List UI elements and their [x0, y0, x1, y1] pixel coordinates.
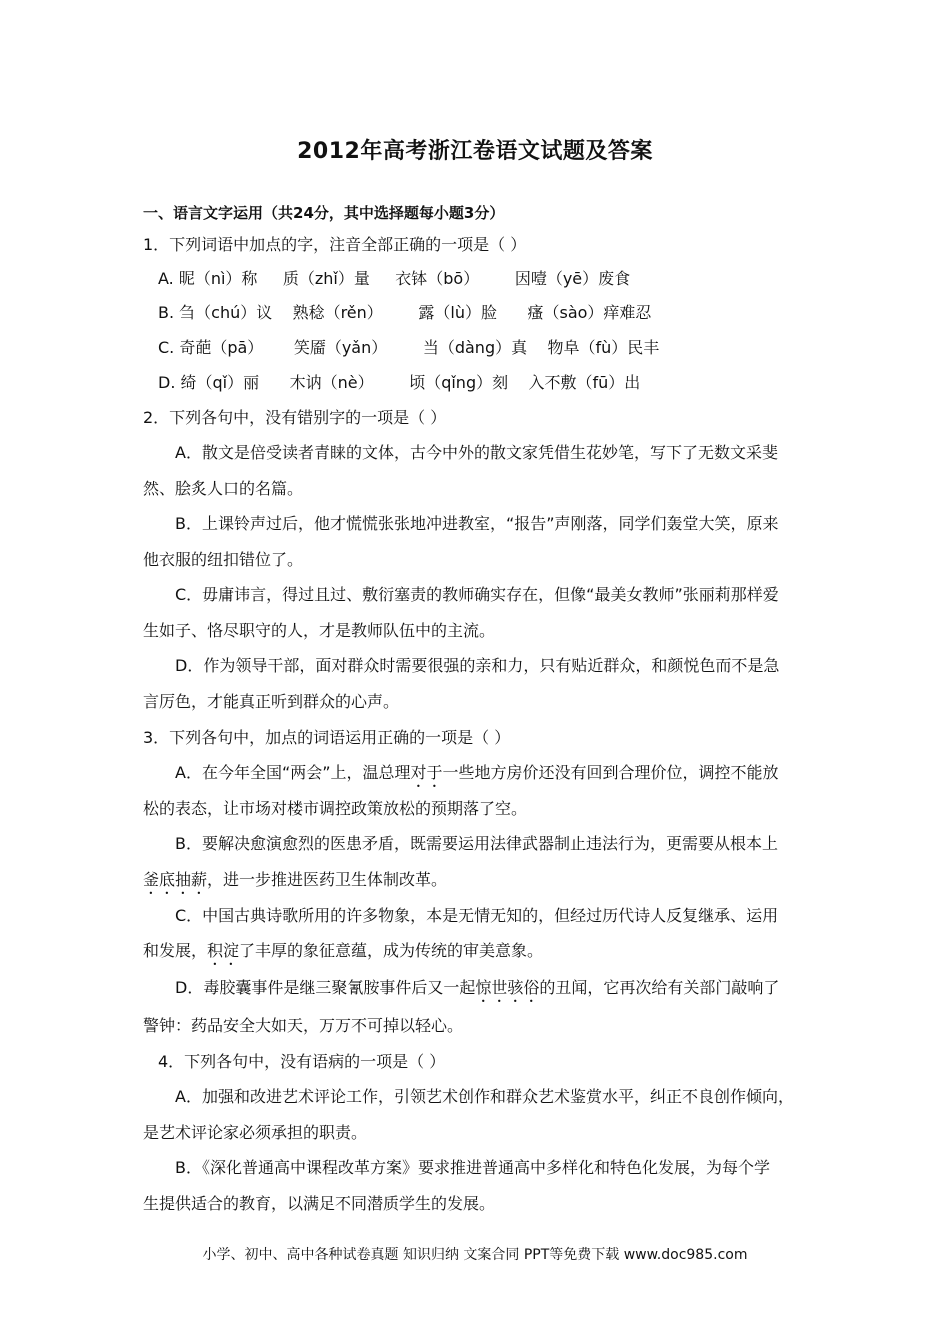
text-segment: ，进一步推进医药卫生体制改革。 [207, 870, 448, 889]
question-4-option-a-line2: 是艺术评论家必须承担的职责。 [143, 1123, 368, 1142]
emphasized-term: 惊世骇俗 [475, 978, 540, 997]
question-1-option-d: D. 绮（qǐ）丽 木讷（nè） 顷（qǐng）刻 入不敷（fū）出 [158, 373, 641, 392]
question-3-option-a-line1 [175, 762, 779, 791]
question-2-option-a-line2: 然、脍炙人口的名篇。 [143, 479, 304, 498]
question-2-option-b-line1: B．上课铃声过后，他才慌慌张张地冲进教室，“报告”声刚落，同学们轰堂大笑，原来 [175, 514, 779, 533]
text-segment: 的丑闻，它再次给有关部门敲响了 [539, 978, 780, 997]
question-3-stem: 3．下列各句中，加点的词语运用正确的一项是（ ） [143, 728, 511, 747]
question-1-stem: 1．下列词语中加点的字，注音全部正确的一项是（ ） [143, 235, 527, 254]
question-4-option-b-line2: 生提供适合的教育，以满足不同潜质学生的发展。 [143, 1194, 496, 1213]
question-2-stem: 2．下列各句中，没有错别字的一项是（ ） [143, 408, 447, 427]
question-1-option-c: C. 奇葩（pā） 笑靥（yǎn） 当（dàng）真 物阜（fù）民丰 [158, 338, 660, 357]
question-3-option-b-line2 [143, 869, 447, 898]
page-title: 2012年高考浙江卷语文试题及答案 [297, 139, 653, 164]
section-heading: 一、语言文字运用（共24分，其中选择题每小题3分） [143, 204, 505, 222]
question-3-option-c-line2 [143, 940, 543, 969]
question-4-option-a-line1: A．加强和改进艺术评论工作，引领艺术创作和群众艺术鉴赏水平，纠正不良创作倾向， [175, 1087, 794, 1106]
question-3-option-b-line1: B．要解决愈演愈烈的医患矛盾，既需要运用法律武器制止违法行为，更需要从根本上 [175, 834, 778, 853]
text-segment: 了丰厚的象征意蕴，成为传统的审美意象。 [239, 941, 544, 960]
question-3-option-c-line1: C．中国古典诗歌所用的许多物象，本是无情无知的，但经过历代诗人反复继承、运用 [175, 906, 779, 925]
question-2-option-b-line2: 他衣服的纽扣错位了。 [143, 550, 304, 569]
question-2-option-a-line1: A．散文是倍受读者青睐的文体，古今中外的散文家凭借生花妙笔，写下了无数文采斐 [175, 443, 778, 462]
emphasized-term: 釜底抽薪 [143, 870, 208, 889]
page-footer: 小学、初中、高中各种试卷真题 知识归纳 文案合同 PPT等免费下载 www.doc985.com [202, 1247, 748, 1263]
question-3-option-a-line2: 松的表态，让市场对楼市调控政策放松的预期落了空。 [143, 799, 528, 818]
question-2-option-c-line1: C．毋庸讳言，得过且过、敷衍塞责的教师确实存在，但像“最美女教师”张丽莉那样爱 [175, 585, 779, 604]
question-2-option-d-line1: D．作为领导干部，面对群众时需要很强的亲和力，只有贴近群众，和颜悦色而不是急 [175, 656, 780, 675]
emphasized-term: 积淀 [207, 941, 240, 960]
text-segment: 一些地方房价还没有回到合理价位，调控不能放 [442, 763, 779, 782]
text-segment: 和发展， [143, 941, 208, 960]
question-3-option-d-line2: 警钟：药品安全大如天，万万不可掉以轻心。 [143, 1016, 464, 1035]
question-4-option-b-line1: B．《深化普通高中课程改革方案》要求推进普通高中多样化和特色化发展，为每个学 [175, 1158, 770, 1177]
question-1-option-a: A. 昵（nì）称 质（zhǐ）量 衣钵（bō） 因噎（yē）废食 [158, 269, 631, 288]
question-1-option-b: B. 刍（chú）议 熟稔（rěn） 露（lù）脸 瘙（sào）痒难忍 [158, 303, 652, 322]
question-3-option-d-line1 [175, 977, 779, 1006]
emphasized-term: 对于 [410, 763, 443, 782]
question-2-option-c-line2: 生如子、恪尽职守的人，才是教师队伍中的主流。 [143, 621, 496, 640]
question-4-stem: 4．下列各句中，没有语病的一项是（ ） [158, 1052, 446, 1071]
question-2-option-d-line2: 言厉色，才能真正听到群众的心声。 [143, 692, 400, 711]
text-segment: D．毒胶囊事件是继三聚氰胺事件后又一起 [175, 978, 476, 997]
text-segment: A．在今年全国“两会”上，温总理 [175, 763, 411, 782]
